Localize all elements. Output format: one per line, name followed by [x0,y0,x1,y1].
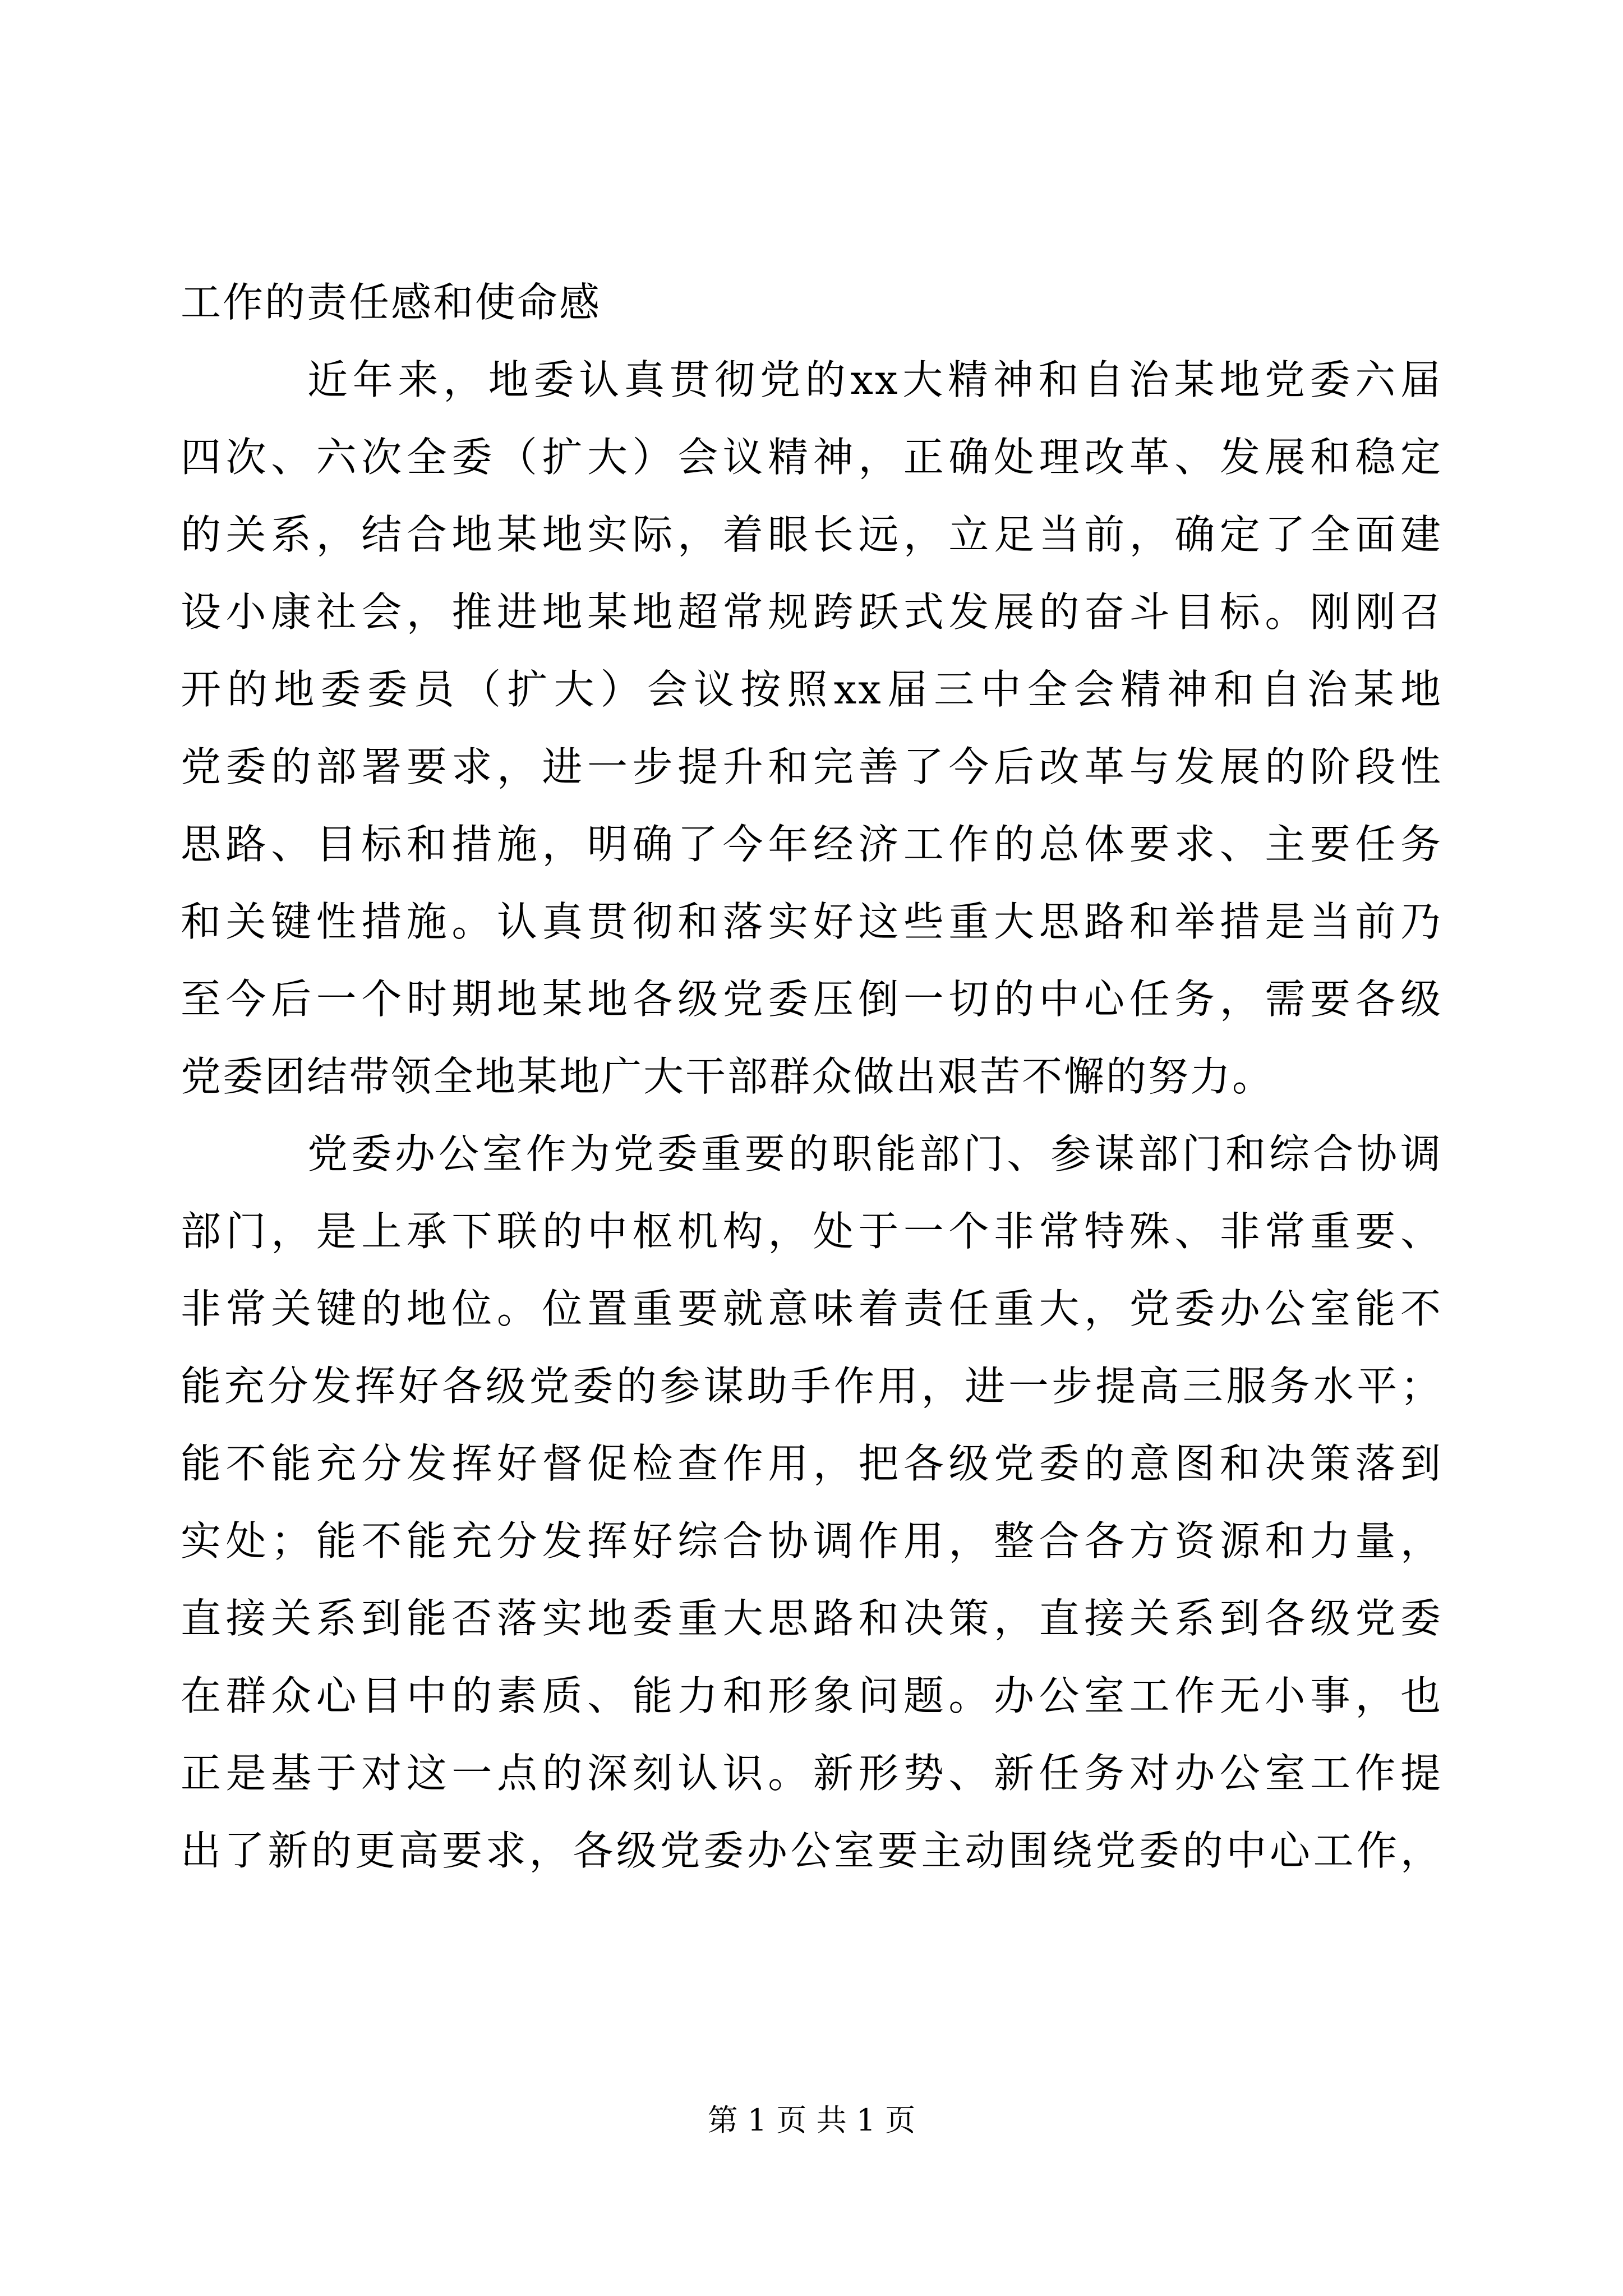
text-line: 和关键性措施。认真贯彻和落实好这些重大思路和举措是当前乃 [181,898,1442,945]
text-line: 开的地委委员（扩大）会议按照xx届三中全会精神和自治某地 [181,666,1442,713]
text-line: 出了新的更高要求，各级党委办公室要主动围绕党委的中心工作， [181,1827,1442,1874]
text-line: 思路、目标和措施，明确了今年经济工作的总体要求、主要任务 [181,821,1442,868]
text-line: 在群众心目中的素质、能力和形象问题。办公室工作无小事，也 [181,1672,1442,1719]
text-line: 工作的责任感和使命感 [181,279,602,326]
text-line: 设小康社会，推进地某地超常规跨跃式发展的奋斗目标。刚刚召 [181,588,1442,636]
text-line: 非常关键的地位。位置重要就意味着责任重大，党委办公室能不 [181,1285,1442,1332]
paragraph-start-line: 党委办公室作为党委重要的职能部门、参谋部门和综合协调 [307,1130,1442,1177]
text-line: 的关系，结合地某地实际，着眼长远，立足当前，确定了全面建 [181,511,1442,558]
text-line: 能充分发挥好各级党委的参谋助手作用，进一步提高三服务水平； [181,1363,1442,1410]
text-line: 四次、六次全委（扩大）会议精神，正确处理改革、发展和稳定 [181,434,1442,481]
paragraph-end-line: 党委团结带领全地某地广大干部群众做出艰苦不懈的努力。 [181,1053,1275,1100]
paragraph-start-line: 近年来，地委认真贯彻党的xx大精神和自治某地党委六届 [307,356,1442,403]
document-body [181,264,1442,1889]
text-line: 能不能充分发挥好督促检查作用，把各级党委的意图和决策落到 [181,1440,1442,1487]
text-line: 实处；能不能充分发挥好综合协调作用，整合各方资源和力量， [181,1517,1442,1565]
text-line: 直接关系到能否落实地委重大思路和决策，直接关系到各级党委 [181,1595,1442,1642]
page-footer: 第 1 页 共 1 页 [707,2102,916,2138]
text-line: 正是基于对这一点的深刻认识。新形势、新任务对办公室工作提 [181,1750,1442,1797]
text-line: 党委的部署要求，进一步提升和完善了今后改革与发展的阶段性 [181,743,1442,790]
text-line: 至今后一个时期地某地各级党委压倒一切的中心任务，需要各级 [181,976,1442,1023]
text-line: 部门，是上承下联的中枢机构，处于一个非常特殊、非常重要、 [181,1208,1442,1255]
